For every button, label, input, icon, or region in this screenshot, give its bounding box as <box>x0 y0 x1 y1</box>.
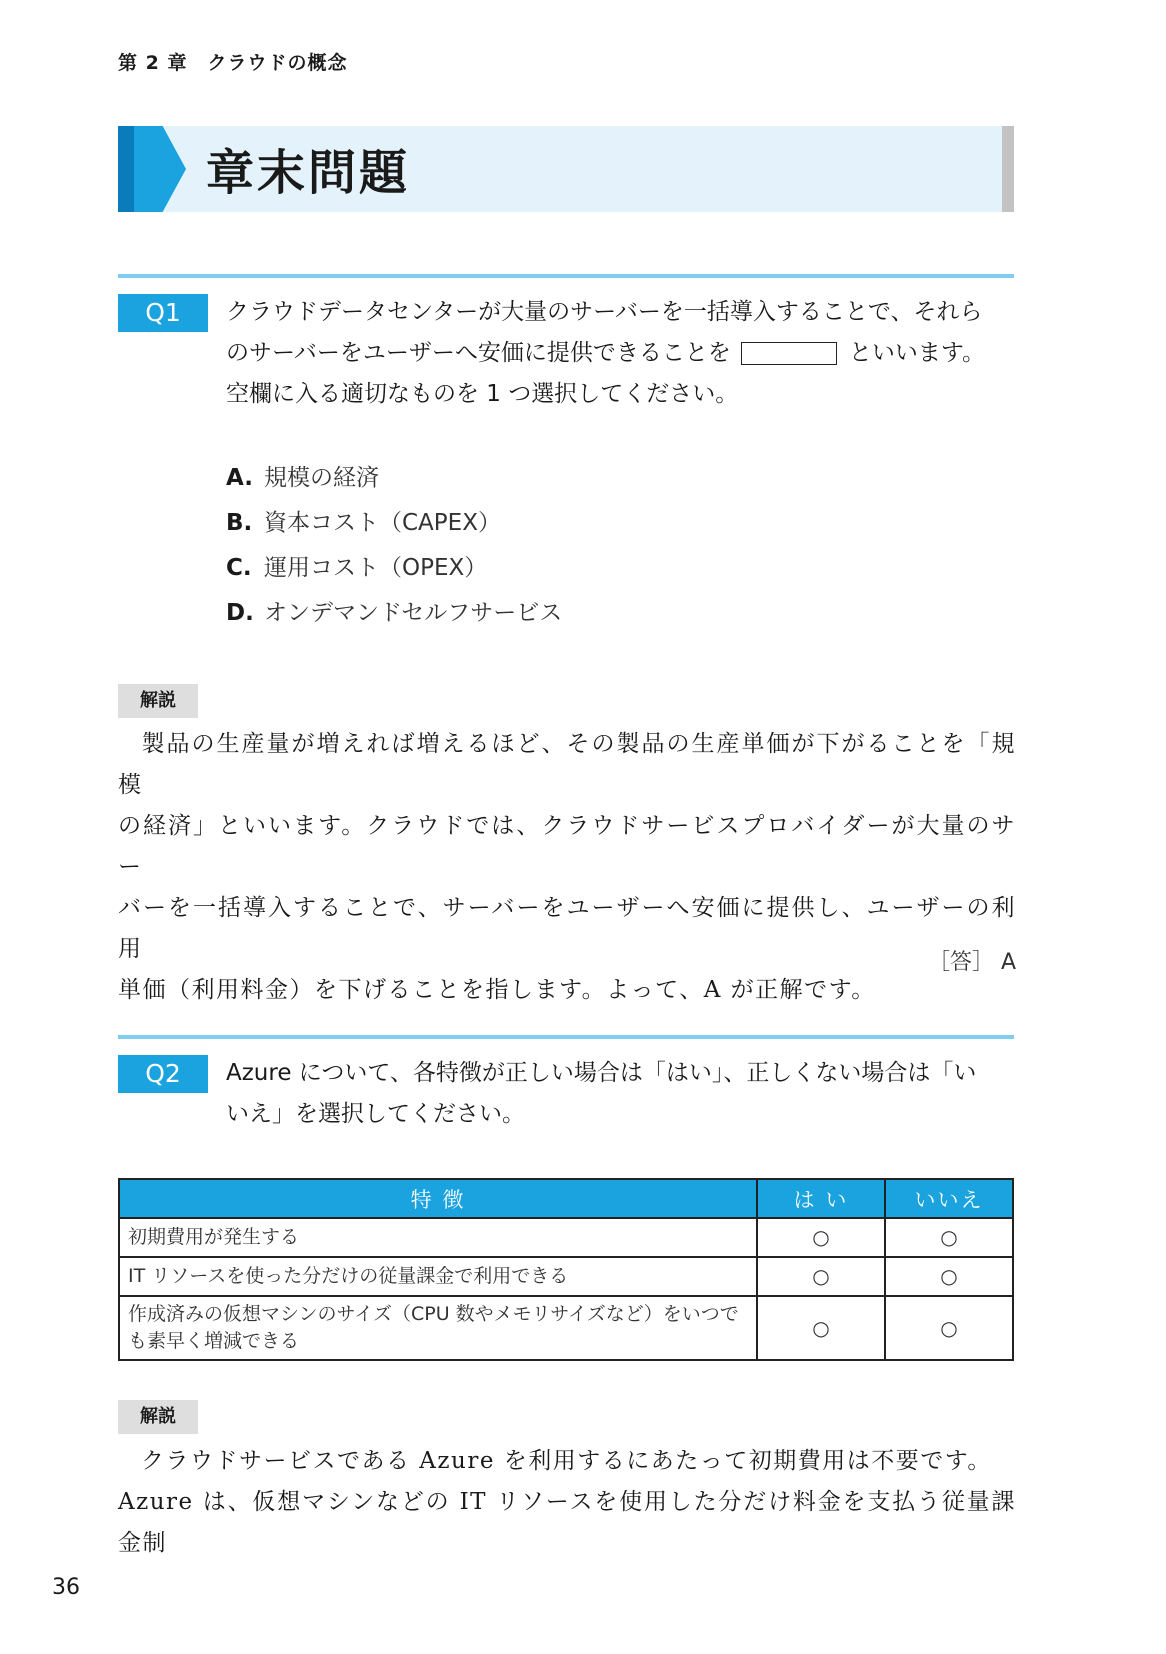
q2-line1: Azure について、各特徴が正しい場合は「はい」、正しくない場合は「い <box>226 1060 977 1086</box>
section-title-band <box>118 126 1014 212</box>
choice-letter: D. <box>226 600 254 626</box>
choice-text: オンデマンドセルフサービス <box>264 600 563 626</box>
q2-badge: Q2 <box>118 1055 208 1093</box>
title-end-bar <box>1002 126 1014 212</box>
header-feature: 特 徴 <box>119 1179 757 1218</box>
title-arrow-icon <box>134 126 186 212</box>
page-number: 36 <box>52 1575 80 1600</box>
q1-exp-line: 単価（利用料金）を下げることを指します。よって、A が正解です。 <box>118 977 876 1003</box>
choice-a <box>226 463 379 493</box>
q1-line2-pre: のサーバーをユーザーへ安価に提供できることを <box>226 340 731 366</box>
table-row <box>119 1257 1013 1296</box>
q1-line3: 空欄に入る適切なものを 1 つ選択してください。 <box>226 381 739 407</box>
q1-badge: Q1 <box>118 294 208 332</box>
title-stripe <box>118 126 134 212</box>
feature-cell: 初期費用が発生する <box>119 1218 757 1257</box>
header-no: いいえ <box>885 1179 1013 1218</box>
q2-explanation-label: 解説 <box>118 1400 198 1434</box>
q1-line2 <box>226 333 1016 374</box>
q2-rule <box>118 1035 1014 1039</box>
yes-circle[interactable]: ○ <box>757 1257 885 1296</box>
no-circle[interactable]: ○ <box>885 1218 1013 1257</box>
no-circle[interactable]: ○ <box>885 1296 1013 1360</box>
header-yes: は い <box>757 1179 885 1218</box>
yes-circle[interactable]: ○ <box>757 1296 885 1360</box>
choice-letter: A. <box>226 465 253 491</box>
q1-rule <box>118 274 1014 278</box>
q1-exp-line: バーを一括導入することで、サーバーをユーザーへ安価に提供し、ユーザーの利用 <box>118 895 1016 962</box>
choice-letter: B. <box>226 510 253 536</box>
choice-letter: C. <box>226 555 252 581</box>
answer-blank-box <box>741 342 837 365</box>
chapter-heading: 第 2 章 クラウドの概念 <box>118 52 348 74</box>
table-header-row <box>119 1179 1013 1218</box>
choice-text: 資本コスト（CAPEX） <box>264 510 501 536</box>
choice-d <box>226 598 562 628</box>
q1-exp-line: 製品の生産量が増えれば増えるほど、その製品の生産単価が下がることを「規模 <box>118 731 1016 798</box>
q2-explanation <box>118 1441 1016 1564</box>
q1-explanation-label: 解説 <box>118 684 198 718</box>
no-circle[interactable]: ○ <box>885 1257 1013 1296</box>
q1-question <box>226 292 1016 415</box>
q1-explanation <box>118 724 1016 1011</box>
table-row <box>119 1218 1013 1257</box>
q2-exp-line: Azure は、仮想マシンなどの IT リソースを使用した分だけ料金を支払う従量課金制 <box>118 1489 1016 1556</box>
q1-line2-post: といいます。 <box>848 340 986 366</box>
choice-b <box>226 508 501 538</box>
table-row <box>119 1296 1013 1360</box>
q2-question <box>226 1053 1016 1135</box>
q1-line1: クラウドデータセンターが大量のサーバーを一括導入することで、それら <box>226 299 983 325</box>
feature-cell: 作成済みの仮想マシンのサイズ（CPU 数やメモリサイズなど）をいつでも素早く増減できる <box>119 1296 757 1360</box>
choice-c <box>226 553 487 583</box>
q1-answer: ［答］ A <box>927 950 1016 975</box>
q2-exp-line: クラウドサービスである Azure を利用するにあたって初期費用は不要です。 <box>141 1448 992 1474</box>
q1-exp-line: の経済」といいます。クラウドでは、クラウドサービスプロバイダーが大量のサー <box>118 813 1016 880</box>
section-title: 章末問題 <box>206 145 411 201</box>
features-table <box>118 1178 1014 1361</box>
choice-text: 規模の経済 <box>264 465 379 491</box>
q2-line2: いえ」を選択してください。 <box>226 1101 525 1127</box>
choice-text: 運用コスト（OPEX） <box>264 555 488 581</box>
yes-circle[interactable]: ○ <box>757 1218 885 1257</box>
feature-cell: IT リソースを使った分だけの従量課金で利用できる <box>119 1257 757 1296</box>
